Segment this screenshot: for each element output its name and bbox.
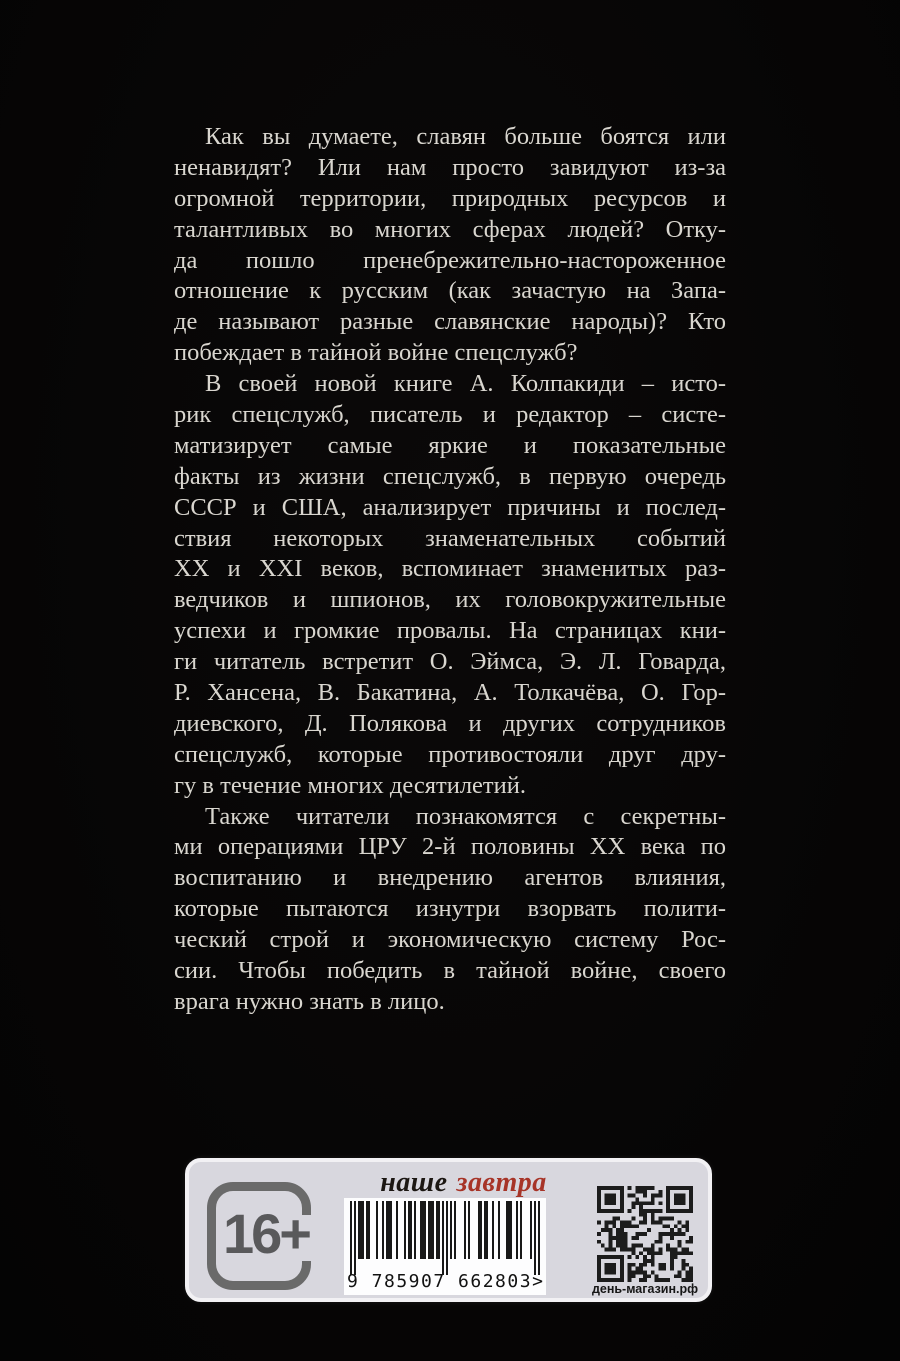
text-line: воспитанию и внедрению агентов влияния, bbox=[174, 864, 726, 892]
text-line: XX и XXI веков, вспоминает знаменитых раз- bbox=[174, 555, 726, 583]
qr-code-image bbox=[597, 1186, 693, 1282]
text-line: Как вы думаете, славян больше боятся или bbox=[205, 123, 726, 150]
barcode-bars bbox=[344, 1198, 546, 1276]
qr-code bbox=[591, 1186, 699, 1298]
text-line: рик спецслужб, писатель и редактор – систе- bbox=[174, 401, 726, 429]
publisher-logo-part2: завтра bbox=[456, 1167, 547, 1198]
text-line: которые пытаются изнутри взорвать полити- bbox=[174, 895, 726, 923]
text-line: сии. Чтобы победить в тайной войне, своего bbox=[174, 957, 726, 985]
annotation-text-block bbox=[174, 122, 726, 1018]
barcode-digits-row bbox=[347, 1270, 543, 1292]
text-line: Р. Хансена, В. Бакатина, А. Толкачёва, О. Гор- bbox=[174, 679, 726, 707]
text-line: де называют разные славянские народы)? Кто bbox=[174, 308, 726, 336]
text-line: СССР и США, анализирует причины и послед- bbox=[174, 493, 726, 521]
publisher-logo-part1: наше bbox=[380, 1167, 448, 1198]
text-line: ведчиков и шпионов, их головокружительные bbox=[174, 586, 726, 614]
paragraph bbox=[174, 802, 726, 1018]
text-line: талантливых во многих сферах людей? Отку- bbox=[174, 215, 726, 243]
age-rating-text: 16+ bbox=[223, 1201, 309, 1265]
text-line: В своей новой книге А. Колпакиди – исто- bbox=[205, 370, 726, 398]
text-line: гу в течение многих десятилетий. bbox=[174, 771, 526, 799]
text-line: диевского, Д. Полякова и других сотрудников bbox=[174, 709, 726, 737]
barcode bbox=[344, 1198, 546, 1295]
text-line: ствия некоторых знаменательных событий bbox=[174, 524, 726, 552]
age-rating-badge bbox=[207, 1182, 311, 1290]
text-line: Также читатели познакомятся с секретны- bbox=[205, 802, 726, 830]
text-line: матизирует самые яркие и показательные bbox=[174, 431, 726, 459]
paragraph bbox=[174, 122, 726, 369]
text-line: огромной территории, природных ресурсов и bbox=[174, 184, 726, 212]
barcode-trailing-char: > bbox=[532, 1271, 543, 1292]
text-line: успехи и громкие провалы. На страницах кни- bbox=[174, 617, 726, 645]
qr-caption: день-магазин.рф bbox=[591, 1282, 699, 1296]
barcode-digits: 9 785907 662803 bbox=[347, 1271, 533, 1292]
text-line: ческий строй и экономическую систему Рос- bbox=[174, 926, 726, 954]
publisher-logo bbox=[299, 1167, 628, 1199]
paragraph bbox=[174, 369, 726, 801]
text-line: ги читатель встретит О. Эймса, Э. Л. Говарда, bbox=[174, 648, 726, 676]
publisher-label bbox=[185, 1158, 712, 1302]
text-line: да пошло пренебрежительно-настороженное bbox=[174, 246, 726, 274]
text-line: отношение к русским (как зачастую на Запа- bbox=[174, 277, 726, 305]
text-line: врага нужно знать в лицо. bbox=[174, 987, 445, 1015]
text-line: спецслужб, которые противостояли друг дру- bbox=[174, 740, 726, 768]
text-line: побеждает в тайной войне спецслужб? bbox=[174, 339, 578, 367]
text-line: факты из жизни спецслужб, в первую очередь bbox=[174, 462, 726, 490]
text-line: ненавидят? Или нам просто завидуют из-за bbox=[174, 153, 726, 181]
text-line: ми операциями ЦРУ 2-й половины XX века по bbox=[174, 833, 726, 861]
